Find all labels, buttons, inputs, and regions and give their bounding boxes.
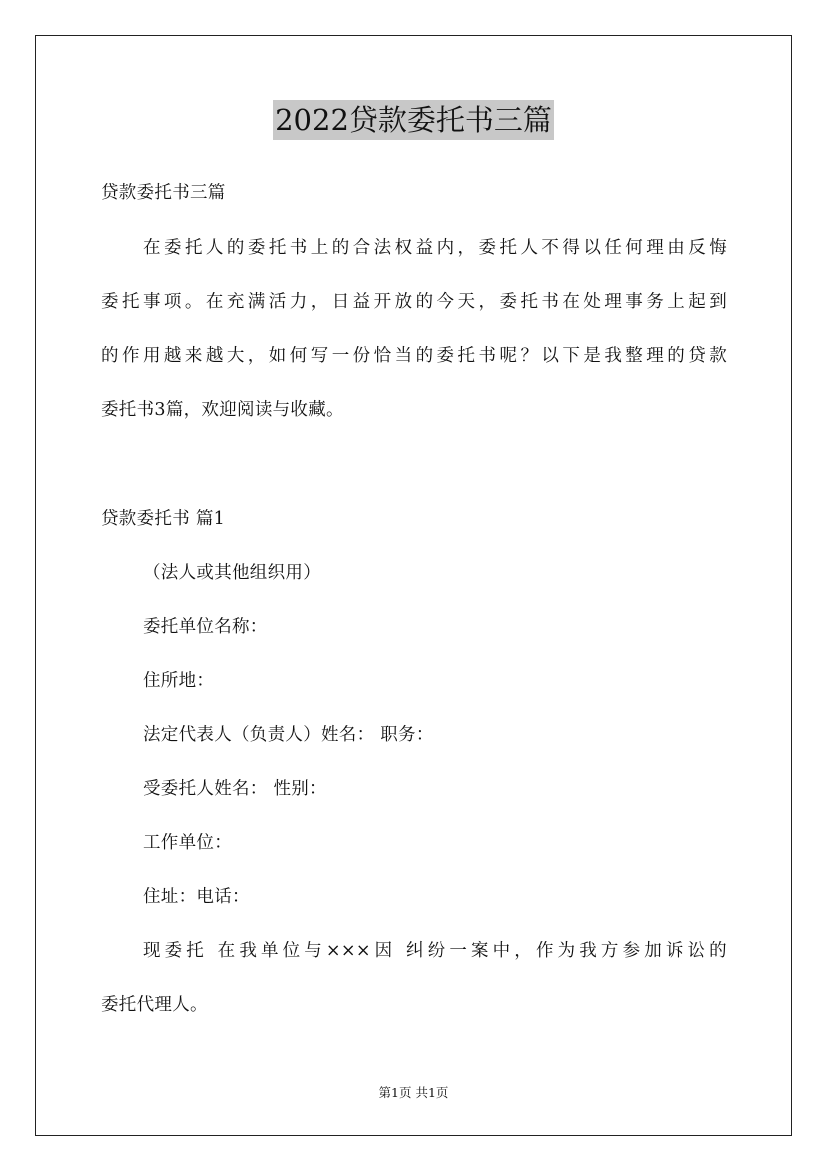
intro-line-2: 委托事项。在充满活力，日益开放的今天，委托书在处理事务上起到 xyxy=(101,292,727,312)
section1-line-4: 法定代表人（负责人）姓名： 职务： xyxy=(143,725,434,745)
section1-line-7: 住址：电话： xyxy=(143,887,250,907)
section1-para-line-1: 现委托 在我单位与×××因 纠纷一案中，作为我方参加诉讼的 xyxy=(143,941,727,961)
section1-line-5: 受委托人姓名： 性别： xyxy=(143,779,327,799)
document-title-wrap xyxy=(0,100,827,140)
document-subtitle: 贷款委托书三篇 xyxy=(101,183,226,203)
intro-line-4: 委托书3篇，欢迎阅读与收藏。 xyxy=(101,400,344,420)
section1-line-3: 住所地： xyxy=(143,671,215,691)
section1-heading: 贷款委托书 篇1 xyxy=(101,509,226,529)
intro-line-3: 的作用越来越大，如何写一份恰当的委托书呢？以下是我整理的贷款 xyxy=(101,346,727,366)
section1-para-line-2: 委托代理人。 xyxy=(101,995,208,1015)
section1-line-1: （法人或其他组织用） xyxy=(143,563,321,583)
section1-line-2: 委托单位名称： xyxy=(143,617,268,637)
document-title: 2022贷款委托书三篇 xyxy=(273,100,554,140)
intro-line-1: 在委托人的委托书上的合法权益内，委托人不得以任何理由反悔 xyxy=(143,238,727,258)
section1-line-6: 工作单位： xyxy=(143,833,232,853)
page-footer: 第1页 共1页 xyxy=(378,1085,449,1100)
